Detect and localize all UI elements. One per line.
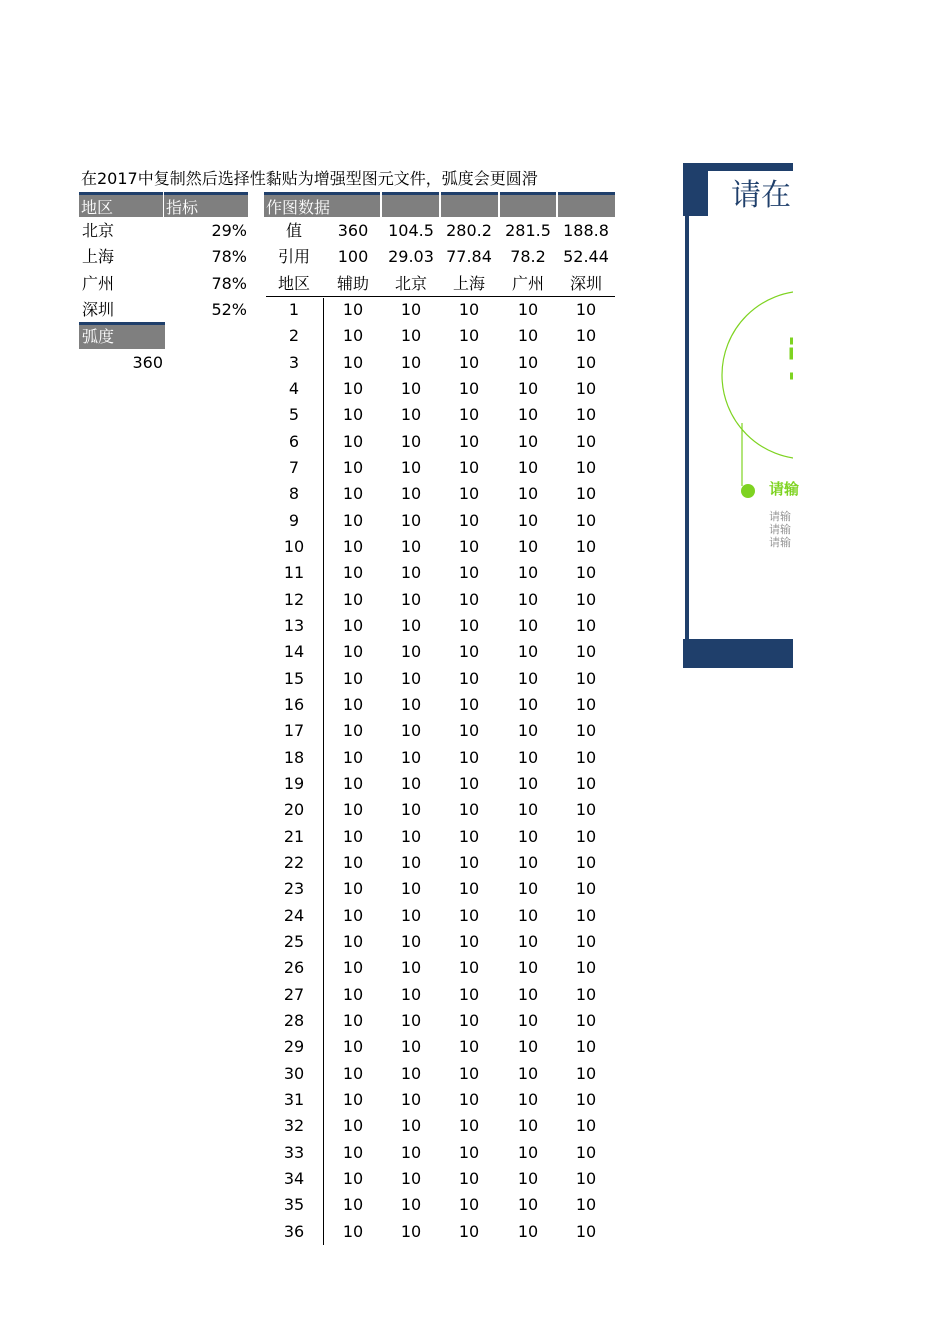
table-cell[interactable]: 10 bbox=[458, 615, 480, 635]
table-cell[interactable]: 10 bbox=[575, 457, 597, 477]
table-cell[interactable]: 10 bbox=[458, 1221, 480, 1241]
row-index-cell[interactable]: 33 bbox=[283, 1142, 305, 1162]
row-index-cell[interactable]: 10 bbox=[283, 536, 305, 556]
table-cell[interactable]: 10 bbox=[342, 747, 364, 767]
table-cell[interactable]: 10 bbox=[458, 721, 480, 741]
table-cell[interactable]: 10 bbox=[342, 958, 364, 978]
panel-title: 请在 bbox=[731, 178, 791, 213]
row-index-cell[interactable]: 36 bbox=[283, 1221, 305, 1241]
table-cell[interactable]: 10 bbox=[575, 721, 597, 741]
table-cell[interactable]: 10 bbox=[517, 879, 539, 899]
panel-line: 请输 bbox=[769, 523, 791, 536]
value-row-cell[interactable]: 188.8 bbox=[563, 221, 609, 240]
row-index-cell[interactable]: 1 bbox=[288, 300, 300, 319]
table-cell[interactable]: 10 bbox=[458, 300, 480, 319]
panel-subtitle: 请输 bbox=[769, 480, 800, 498]
table-cell[interactable]: 10 bbox=[400, 484, 422, 504]
table-cell[interactable]: 10 bbox=[458, 1142, 480, 1162]
table-cell[interactable]: 10 bbox=[400, 457, 422, 477]
region-row-cell[interactable]: 北京 bbox=[394, 273, 427, 293]
row-index-cell[interactable]: 23 bbox=[283, 879, 305, 899]
table-cell[interactable]: 10 bbox=[400, 378, 422, 398]
table-cell[interactable]: 10 bbox=[400, 1142, 422, 1162]
table-cell[interactable]: 10 bbox=[458, 694, 480, 714]
header-indicator-label: 指标 bbox=[166, 198, 199, 217]
table-cell[interactable]: 10 bbox=[400, 826, 422, 846]
table-cell[interactable]: 10 bbox=[575, 1221, 597, 1241]
row-index-cell[interactable]: 13 bbox=[283, 615, 305, 635]
row-index-cell[interactable]: 6 bbox=[288, 431, 300, 451]
table-cell[interactable]: 10 bbox=[458, 800, 480, 820]
table-cell[interactable]: 10 bbox=[517, 1010, 539, 1030]
table-cell[interactable]: 10 bbox=[517, 405, 539, 425]
table-cell[interactable]: 10 bbox=[575, 536, 597, 556]
instruction-note: 在2017中复制然后选择性黏贴为增强型图元文件，弧度会更圆滑 bbox=[81, 169, 538, 188]
table-cell[interactable]: 10 bbox=[458, 642, 480, 662]
table-cell[interactable]: 10 bbox=[400, 615, 422, 635]
row-index-cell[interactable]: 20 bbox=[283, 800, 305, 820]
table-cell[interactable]: 10 bbox=[517, 694, 539, 714]
table-cell[interactable]: 10 bbox=[400, 1195, 422, 1215]
panel-bottom-bar bbox=[683, 639, 793, 668]
table-cell[interactable]: 10 bbox=[342, 352, 364, 372]
table-cell[interactable]: 10 bbox=[517, 984, 539, 1004]
table-cell[interactable]: 10 bbox=[342, 457, 364, 477]
table-cell[interactable]: 10 bbox=[575, 589, 597, 609]
table-cell[interactable]: 10 bbox=[458, 931, 480, 951]
table-cell[interactable]: 10 bbox=[575, 642, 597, 662]
table-cell[interactable]: 10 bbox=[400, 326, 422, 346]
table-cell[interactable]: 10 bbox=[400, 747, 422, 767]
table-cell[interactable]: 10 bbox=[575, 773, 597, 793]
table-cell[interactable]: 10 bbox=[400, 1168, 422, 1188]
table-cell[interactable]: 10 bbox=[517, 800, 539, 820]
table-cell[interactable]: 10 bbox=[517, 431, 539, 451]
plot-header-cell[interactable] bbox=[382, 192, 439, 217]
reference-row-cell[interactable]: 29.03 bbox=[388, 247, 434, 267]
table-cell[interactable]: 10 bbox=[400, 668, 422, 688]
table-cell[interactable]: 10 bbox=[517, 589, 539, 609]
table-cell[interactable]: 10 bbox=[517, 352, 539, 372]
table-cell[interactable]: 10 bbox=[400, 405, 422, 425]
table-cell[interactable]: 10 bbox=[400, 852, 422, 872]
row-index-cell[interactable]: 8 bbox=[288, 484, 300, 504]
table-cell[interactable]: 10 bbox=[458, 1089, 480, 1109]
table-cell[interactable]: 10 bbox=[458, 536, 480, 556]
row-index-cell[interactable]: 2 bbox=[288, 326, 300, 346]
table-cell[interactable]: 10 bbox=[342, 905, 364, 925]
table-cell[interactable]: 10 bbox=[342, 642, 364, 662]
table-cell[interactable]: 10 bbox=[342, 984, 364, 1004]
table-cell[interactable]: 10 bbox=[458, 826, 480, 846]
table-cell[interactable]: 10 bbox=[575, 931, 597, 951]
table-cell[interactable]: 10 bbox=[400, 879, 422, 899]
region-row-cell[interactable]: 上海 bbox=[452, 273, 485, 293]
table-cell[interactable]: 10 bbox=[458, 1037, 480, 1057]
table-cell[interactable]: 10 bbox=[575, 879, 597, 899]
table-cell[interactable]: 10 bbox=[342, 326, 364, 346]
table-cell[interactable]: 10 bbox=[575, 958, 597, 978]
header-region[interactable] bbox=[79, 192, 163, 217]
region-shanghai[interactable]: 上海 bbox=[82, 247, 115, 266]
table-cell[interactable]: 10 bbox=[342, 589, 364, 609]
region-shenzhen[interactable]: 深圳 bbox=[82, 300, 115, 319]
table-cell[interactable]: 10 bbox=[342, 1142, 364, 1162]
table-cell[interactable]: 10 bbox=[342, 405, 364, 425]
table-cell[interactable]: 10 bbox=[517, 747, 539, 767]
table-cell[interactable]: 10 bbox=[575, 668, 597, 688]
row-index-cell[interactable]: 34 bbox=[283, 1168, 305, 1188]
row-index-cell[interactable]: 32 bbox=[283, 1116, 305, 1136]
table-cell[interactable]: 10 bbox=[458, 1195, 480, 1215]
table-cell[interactable]: 10 bbox=[575, 378, 597, 398]
table-cell[interactable]: 10 bbox=[342, 800, 364, 820]
region-guangzhou[interactable]: 广州 bbox=[82, 274, 115, 293]
table-cell[interactable]: 10 bbox=[458, 852, 480, 872]
plot-header-cell[interactable] bbox=[500, 192, 556, 217]
table-cell[interactable]: 10 bbox=[517, 1089, 539, 1109]
row-index-cell[interactable]: 3 bbox=[288, 352, 300, 372]
table-cell[interactable]: 10 bbox=[342, 1010, 364, 1030]
table-cell[interactable]: 10 bbox=[400, 1221, 422, 1241]
table-cell[interactable]: 10 bbox=[458, 1168, 480, 1188]
table-cell[interactable]: 10 bbox=[342, 1037, 364, 1057]
table-cell[interactable]: 10 bbox=[342, 1116, 364, 1136]
region-row-cell[interactable]: 广州 bbox=[511, 273, 544, 293]
table-cell[interactable]: 10 bbox=[458, 879, 480, 899]
region-row-cell[interactable]: 辅助 bbox=[336, 273, 369, 293]
row-index-cell[interactable]: 11 bbox=[283, 563, 305, 583]
table-cell[interactable]: 10 bbox=[458, 457, 480, 477]
reference-row-cell[interactable]: 78.2 bbox=[510, 247, 546, 267]
row-index-cell[interactable]: 29 bbox=[283, 1037, 305, 1057]
table-cell[interactable]: 10 bbox=[458, 1010, 480, 1030]
table-cell[interactable]: 10 bbox=[400, 510, 422, 530]
index-divider bbox=[323, 298, 324, 1245]
table-cell[interactable]: 10 bbox=[458, 958, 480, 978]
region-row-cell[interactable]: 地区 bbox=[277, 273, 310, 293]
row-index-cell[interactable]: 22 bbox=[283, 852, 305, 872]
table-cell[interactable]: 10 bbox=[517, 536, 539, 556]
table-cell[interactable]: 10 bbox=[400, 931, 422, 951]
table-cell[interactable]: 10 bbox=[400, 536, 422, 556]
table-cell[interactable]: 10 bbox=[458, 1063, 480, 1083]
plot-header-cell[interactable] bbox=[558, 192, 615, 217]
table-cell[interactable]: 10 bbox=[458, 668, 480, 688]
row-index-cell[interactable]: 30 bbox=[283, 1063, 305, 1083]
row-index-cell[interactable]: 16 bbox=[283, 694, 305, 714]
region-row-cell[interactable]: 深圳 bbox=[569, 273, 602, 293]
value-row-cell[interactable]: 值 bbox=[285, 221, 302, 240]
table-cell[interactable]: 10 bbox=[575, 747, 597, 767]
table-cell[interactable]: 10 bbox=[342, 826, 364, 846]
table-cell[interactable]: 10 bbox=[342, 1063, 364, 1083]
table-cell[interactable]: 10 bbox=[342, 773, 364, 793]
table-cell[interactable]: 10 bbox=[517, 326, 539, 346]
table-cell[interactable]: 10 bbox=[575, 615, 597, 635]
table-cell[interactable]: 10 bbox=[575, 984, 597, 1004]
leader-dot bbox=[741, 484, 755, 498]
table-cell[interactable]: 10 bbox=[517, 826, 539, 846]
table-cell[interactable]: 10 bbox=[400, 1063, 422, 1083]
table-cell[interactable]: 10 bbox=[517, 773, 539, 793]
table-cell[interactable]: 10 bbox=[458, 352, 480, 372]
region-beijing[interactable]: 北京 bbox=[82, 221, 115, 240]
table-cell[interactable]: 10 bbox=[575, 563, 597, 583]
table-cell[interactable]: 10 bbox=[458, 984, 480, 1004]
table-cell[interactable]: 10 bbox=[575, 1063, 597, 1083]
table-cell[interactable]: 10 bbox=[400, 589, 422, 609]
table-cell[interactable]: 10 bbox=[400, 773, 422, 793]
row-index-cell[interactable]: 14 bbox=[283, 642, 305, 662]
table-cell[interactable]: 10 bbox=[458, 510, 480, 530]
header-region-label: 地区 bbox=[81, 198, 114, 217]
ring-arc bbox=[722, 291, 793, 459]
table-cell[interactable]: 10 bbox=[342, 510, 364, 530]
value-shanghai[interactable]: 78% bbox=[211, 247, 247, 266]
row-index-cell[interactable]: 18 bbox=[283, 747, 305, 767]
header-divider bbox=[266, 296, 615, 297]
table-cell[interactable]: 10 bbox=[575, 1010, 597, 1030]
table-cell[interactable]: 10 bbox=[458, 747, 480, 767]
table-cell[interactable]: 10 bbox=[342, 378, 364, 398]
plot-data-header-label: 作图数据 bbox=[266, 198, 331, 217]
row-index-cell[interactable]: 24 bbox=[283, 905, 305, 925]
table-cell[interactable]: 10 bbox=[458, 773, 480, 793]
row-index-cell[interactable]: 27 bbox=[283, 984, 305, 1004]
value-row-cell[interactable]: 104.5 bbox=[388, 221, 434, 240]
value-beijing[interactable]: 29% bbox=[211, 221, 247, 240]
table-cell[interactable]: 10 bbox=[575, 300, 597, 319]
table-cell[interactable]: 10 bbox=[575, 852, 597, 872]
table-cell[interactable]: 10 bbox=[458, 563, 480, 583]
value-guangzhou[interactable]: 78% bbox=[211, 274, 247, 293]
table-cell[interactable]: 10 bbox=[575, 405, 597, 425]
table-cell[interactable]: 10 bbox=[575, 352, 597, 372]
table-cell[interactable]: 10 bbox=[575, 510, 597, 530]
table-cell[interactable]: 10 bbox=[458, 405, 480, 425]
table-cell[interactable]: 10 bbox=[517, 378, 539, 398]
value-row-cell[interactable]: 281.5 bbox=[505, 221, 551, 240]
table-cell[interactable]: 10 bbox=[342, 536, 364, 556]
row-index-cell[interactable]: 17 bbox=[283, 721, 305, 741]
table-cell[interactable]: 10 bbox=[342, 1089, 364, 1109]
table-cell[interactable]: 10 bbox=[458, 326, 480, 346]
row-index-cell[interactable]: 28 bbox=[283, 1010, 305, 1030]
reference-row-cell[interactable]: 引用 bbox=[277, 247, 310, 267]
table-cell[interactable]: 10 bbox=[575, 905, 597, 925]
table-cell[interactable]: 10 bbox=[400, 694, 422, 714]
table-cell[interactable]: 10 bbox=[517, 1063, 539, 1083]
table-cell[interactable]: 10 bbox=[458, 378, 480, 398]
table-cell[interactable]: 10 bbox=[575, 1089, 597, 1109]
table-cell[interactable]: 10 bbox=[575, 431, 597, 451]
row-index-cell[interactable]: 9 bbox=[288, 510, 300, 530]
table-cell[interactable]: 10 bbox=[400, 800, 422, 820]
table-cell[interactable]: 10 bbox=[400, 563, 422, 583]
table-cell[interactable]: 10 bbox=[342, 879, 364, 899]
table-cell[interactable]: 10 bbox=[342, 1221, 364, 1241]
row-index-cell[interactable]: 31 bbox=[283, 1089, 305, 1109]
table-cell[interactable]: 10 bbox=[342, 721, 364, 741]
table-cell[interactable]: 10 bbox=[575, 326, 597, 346]
table-cell[interactable]: 10 bbox=[575, 694, 597, 714]
table-cell[interactable]: 10 bbox=[342, 484, 364, 504]
table-cell[interactable]: 10 bbox=[400, 642, 422, 662]
table-cell[interactable]: 10 bbox=[400, 958, 422, 978]
table-cell[interactable]: 10 bbox=[342, 931, 364, 951]
table-cell[interactable]: 10 bbox=[400, 300, 422, 319]
table-cell[interactable]: 10 bbox=[400, 1010, 422, 1030]
big-number-glyph bbox=[790, 341, 793, 376]
table-cell[interactable]: 10 bbox=[400, 1089, 422, 1109]
plot-header-cell[interactable] bbox=[441, 192, 498, 217]
table-cell[interactable]: 10 bbox=[458, 589, 480, 609]
value-row-cell[interactable]: 360 bbox=[337, 221, 369, 240]
table-cell[interactable]: 10 bbox=[517, 510, 539, 530]
table-cell[interactable]: 10 bbox=[342, 563, 364, 583]
row-index-cell[interactable]: 15 bbox=[283, 668, 305, 688]
reference-row-cell[interactable]: 52.44 bbox=[563, 247, 609, 267]
table-cell[interactable]: 10 bbox=[400, 721, 422, 741]
table-cell[interactable]: 10 bbox=[342, 615, 364, 635]
table-cell[interactable]: 10 bbox=[517, 958, 539, 978]
table-cell[interactable]: 10 bbox=[517, 1142, 539, 1162]
arc-label[interactable]: 弧度 bbox=[79, 322, 165, 349]
row-index-cell[interactable]: 35 bbox=[283, 1195, 305, 1215]
value-shenzhen[interactable]: 52% bbox=[211, 300, 247, 319]
table-cell[interactable]: 10 bbox=[342, 1168, 364, 1188]
table-cell[interactable]: 10 bbox=[517, 300, 539, 319]
plot-data-header[interactable] bbox=[264, 192, 380, 217]
panel-line: 请输 bbox=[769, 510, 791, 523]
panel-frame bbox=[685, 216, 800, 641]
table-cell[interactable]: 10 bbox=[575, 1116, 597, 1136]
table-cell[interactable]: 10 bbox=[575, 1168, 597, 1188]
row-index-cell[interactable]: 26 bbox=[283, 958, 305, 978]
ring-chart bbox=[689, 216, 793, 641]
table-cell[interactable]: 10 bbox=[575, 1195, 597, 1215]
reference-row-cell[interactable]: 77.84 bbox=[446, 247, 492, 267]
table-cell[interactable]: 10 bbox=[575, 826, 597, 846]
table-cell[interactable]: 10 bbox=[517, 1168, 539, 1188]
table-cell[interactable]: 10 bbox=[575, 484, 597, 504]
table-cell[interactable]: 10 bbox=[400, 431, 422, 451]
table-cell[interactable]: 10 bbox=[400, 1037, 422, 1057]
table-cell[interactable]: 10 bbox=[575, 1037, 597, 1057]
panel-line: 请输 bbox=[769, 536, 791, 549]
table-cell[interactable]: 10 bbox=[400, 984, 422, 1004]
table-cell[interactable]: 10 bbox=[517, 1037, 539, 1057]
row-index-cell[interactable]: 4 bbox=[288, 378, 300, 398]
table-cell[interactable]: 10 bbox=[517, 642, 539, 662]
row-index-cell[interactable]: 7 bbox=[288, 457, 300, 477]
table-cell[interactable]: 10 bbox=[458, 905, 480, 925]
table-cell[interactable]: 10 bbox=[517, 1116, 539, 1136]
table-cell[interactable]: 10 bbox=[458, 431, 480, 451]
row-index-cell[interactable]: 21 bbox=[283, 826, 305, 846]
table-cell[interactable]: 10 bbox=[517, 457, 539, 477]
table-cell[interactable]: 10 bbox=[517, 1195, 539, 1215]
row-index-cell[interactable]: 5 bbox=[288, 405, 300, 425]
chart-panel[interactable] bbox=[683, 163, 800, 668]
header-indicator[interactable] bbox=[164, 192, 248, 217]
row-index-cell[interactable]: 25 bbox=[283, 931, 305, 951]
table-cell[interactable]: 10 bbox=[517, 668, 539, 688]
table-cell[interactable]: 10 bbox=[517, 931, 539, 951]
value-row-cell[interactable]: 280.2 bbox=[446, 221, 492, 240]
table-cell[interactable]: 10 bbox=[458, 484, 480, 504]
table-cell[interactable]: 10 bbox=[342, 668, 364, 688]
table-cell[interactable]: 10 bbox=[458, 1116, 480, 1136]
table-cell[interactable]: 10 bbox=[517, 563, 539, 583]
table-cell[interactable]: 10 bbox=[342, 300, 364, 319]
row-index-cell[interactable]: 19 bbox=[283, 773, 305, 793]
table-cell[interactable]: 10 bbox=[517, 615, 539, 635]
table-cell[interactable]: 10 bbox=[400, 1116, 422, 1136]
table-cell[interactable]: 10 bbox=[342, 431, 364, 451]
arc-value[interactable]: 360 bbox=[132, 353, 163, 372]
table-cell[interactable]: 10 bbox=[342, 694, 364, 714]
row-index-cell[interactable]: 12 bbox=[283, 589, 305, 609]
table-cell[interactable]: 10 bbox=[517, 484, 539, 504]
reference-row-cell[interactable]: 100 bbox=[337, 247, 369, 267]
table-cell[interactable]: 10 bbox=[575, 800, 597, 820]
table-cell[interactable]: 10 bbox=[517, 721, 539, 741]
table-cell[interactable]: 10 bbox=[517, 1221, 539, 1241]
table-cell[interactable]: 10 bbox=[342, 852, 364, 872]
table-cell[interactable]: 10 bbox=[342, 1195, 364, 1215]
table-cell[interactable]: 10 bbox=[517, 905, 539, 925]
table-cell[interactable]: 10 bbox=[575, 1142, 597, 1162]
table-cell[interactable]: 10 bbox=[400, 352, 422, 372]
table-cell[interactable]: 10 bbox=[400, 905, 422, 925]
table-cell[interactable]: 10 bbox=[517, 852, 539, 872]
